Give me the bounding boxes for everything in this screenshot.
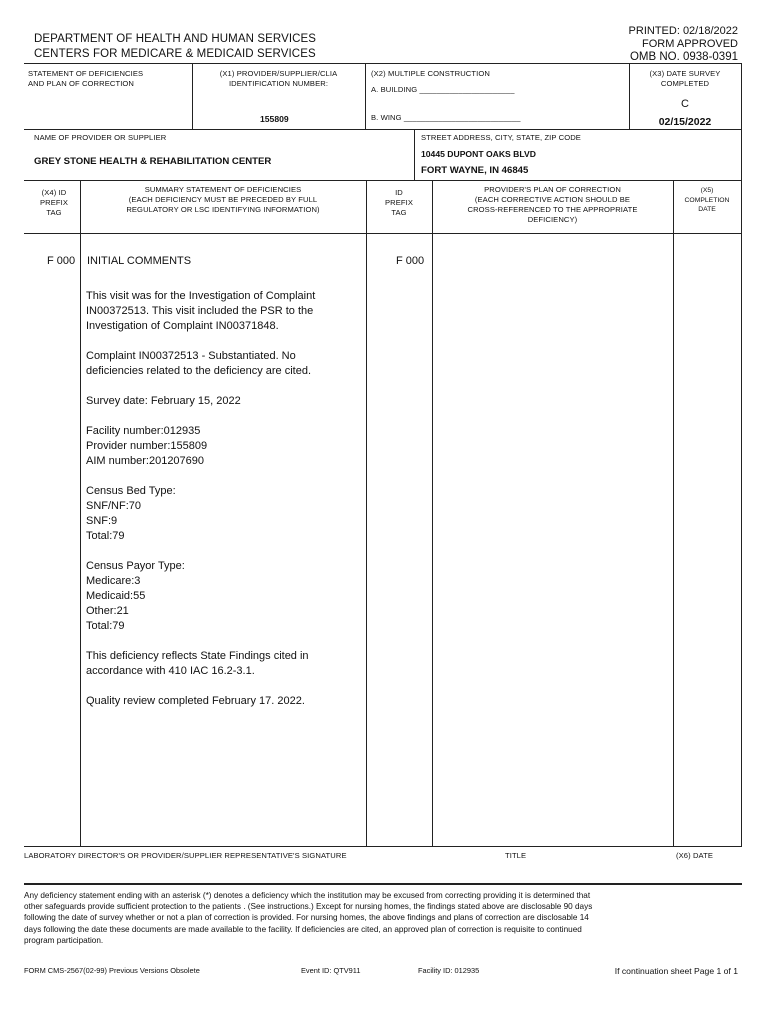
date-label: (X6) DATE [676, 851, 714, 860]
tag-left: F 000 [47, 255, 76, 267]
agency-line-1: DEPARTMENT OF HEALTH AND HUMAN SERVICES [34, 33, 317, 45]
form-approved: FORM APPROVED [642, 38, 738, 50]
facility-id: Facility ID: 012935 [418, 966, 480, 975]
x2-label: (X2) MULTIPLE CONSTRUCTION [371, 69, 490, 78]
paragraph: Quality review completed February 17. 2022. [86, 695, 305, 707]
paragraph: Census Bed Type: SNF/NF:70 SNF:9 Total:79 [86, 485, 176, 542]
tag-right: F 000 [396, 255, 425, 267]
x1-label: (X1) PROVIDER/SUPPLIER/CLIA IDENTIFICATION NUMBER: [219, 69, 338, 88]
x2-wing: B. WING ___________________________ [371, 113, 521, 122]
continuation-sheet: If continuation sheet Page 1 of 1 [614, 966, 738, 976]
paragraph: Complaint IN00372513 - Substantiated. No deficiencies related to the deficiency are cited. [86, 350, 312, 377]
col-divider-3 [432, 180, 433, 846]
right-border [741, 63, 742, 846]
x4-header: (X4) ID PREFIX TAG [39, 188, 69, 217]
row-divider-4 [24, 846, 742, 847]
printed-date: PRINTED: 02/18/2022 [628, 25, 738, 37]
x3-date: 02/15/2022 [658, 116, 712, 128]
id-prefix-header: ID PREFIX TAG [384, 188, 414, 217]
paragraph: Facility number:012935 Provider number:155809 AIM number:201207690 [86, 425, 208, 467]
signature-bottom-border [24, 883, 742, 885]
provider-name: GREY STONE HEALTH & REHABILITATION CENTER [34, 156, 272, 167]
summary-header: SUMMARY STATEMENT OF DEFICIENCIES (EACH DEFICIENCY MUST BE PRECEDED BY FULL REGULATORY OR LSC IDENTIFYING INFORMATION) [126, 185, 320, 214]
col-divider-1 [80, 180, 81, 846]
row-divider-1 [24, 129, 742, 130]
top-border [24, 63, 742, 64]
event-id: Event ID: QTV911 [301, 966, 361, 975]
disclaimer: Any deficiency statement ending with an asterisk (*) denotes a deficiency which the institution may be excused from correcting providing it is determined that other safeguards provide sufficient protection to the patients . (See instructions.) Except for nursing homes, the findings stated above are disclosable 90 days following the date of survey whether or not a plan of correction is provided. For nursing homes, the above findings and plans of correction are disclosable 14 days following the date these documents are made available to the facility. If deficiencies are cited, an approved plan of correction is requisite to continued program participation. [24, 891, 593, 945]
x2-building: A. BUILDING ______________________ [371, 85, 515, 94]
city-state-zip: FORT WAYNE, IN 46845 [421, 165, 529, 176]
paragraph: This visit was for the Investigation of Complaint IN00372513. This visit included the PSR to the Investigation of Complaint IN00371848. [86, 290, 316, 332]
paragraph: Census Payor Type: Medicare:3 Medicaid:55 Other:21 Total:79 [86, 560, 185, 632]
agency-header [34, 32, 316, 62]
paragraph: This deficiency reflects State Findings cited in accordance with 410 IAC 16.2-3.1. [86, 650, 309, 677]
agency-line-2: CENTERS FOR MEDICARE & MEDICAID SERVICES [34, 48, 316, 60]
entry-body [86, 289, 364, 724]
row-divider-3 [24, 233, 742, 234]
address-label: STREET ADDRESS, CITY, STATE, ZIP CODE [421, 133, 581, 142]
title-label: TITLE [505, 851, 527, 860]
row-divider-2 [24, 180, 742, 181]
form-info [629, 25, 738, 64]
plan-header: PROVIDER'S PLAN OF CORRECTION (EACH CORRECTIVE ACTION SHOULD BE CROSS-REFERENCED TO THE APPROPRIATE DEFICIENCY) [467, 185, 638, 224]
col-divider-2 [366, 180, 367, 846]
paragraph: Survey date: February 15, 2022 [86, 395, 241, 407]
x3-label: (X3) DATE SURVEY COMPLETED [649, 69, 721, 88]
top-row-divider-b [365, 63, 366, 129]
entry-title: INITIAL COMMENTS [87, 255, 192, 267]
form-number: FORM CMS-2567(02-99) Previous Versions Obsolete [24, 966, 200, 975]
signature-label: LABORATORY DIRECTOR'S OR PROVIDER/SUPPLIER REPRESENTATIVE'S SIGNATURE [24, 851, 347, 860]
x1-value: 155809 [260, 114, 289, 124]
provider-row-divider [414, 129, 415, 180]
x3-code: C [681, 98, 689, 110]
provider-name-label: NAME OF PROVIDER OR SUPPLIER [34, 133, 167, 142]
col-divider-4 [673, 180, 674, 846]
x5-header: (X5) COMPLETION DATE [684, 187, 730, 213]
street-address: 10445 DUPONT OAKS BLVD [421, 149, 536, 159]
statement-label: STATEMENT OF DEFICIENCIES AND PLAN OF CORRECTION [28, 69, 144, 88]
omb-number: OMB NO. 0938-0391 [629, 51, 738, 63]
